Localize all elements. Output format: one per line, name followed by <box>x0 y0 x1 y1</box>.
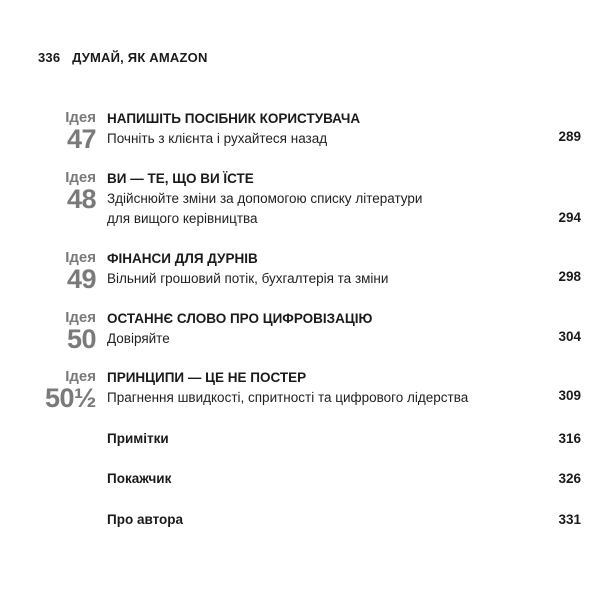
entry-page: 294 <box>558 210 581 225</box>
entry-title[interactable]: Покажчик <box>107 471 172 486</box>
idea-number: 50½ <box>44 383 96 413</box>
entry-page: 331 <box>558 512 581 527</box>
entry-page: 298 <box>558 269 581 284</box>
idea-label: Ідея <box>65 368 96 385</box>
idea-marker <box>36 310 96 352</box>
entry-subtitle: Прагнення швидкості, спритності та цифрового лідерства <box>107 390 469 405</box>
entry-title[interactable]: ОСТАННЄ СЛОВО ПРО ЦИФРОВІЗАЦІЮ <box>107 311 373 326</box>
entry-subtitle-line-2: для вищого керівництва <box>107 211 258 226</box>
idea-marker <box>36 110 96 152</box>
idea-label: Ідея <box>65 309 96 326</box>
entry-subtitle: Здійснюйте зміни за допомогою списку літератури <box>107 191 423 206</box>
entry-page: 316 <box>558 431 581 446</box>
entry-subtitle: Довіряйте <box>107 331 170 346</box>
entry-title[interactable]: ФІНАНСИ ДЛЯ ДУРНІВ <box>107 251 258 266</box>
idea-marker <box>36 369 96 411</box>
idea-label: Ідея <box>65 249 96 266</box>
entry-subtitle: Почніть з клієнта і рухайтеся назад <box>107 131 328 146</box>
entry-subtitle: Вільний грошовий потік, бухгалтерія та зміни <box>107 271 389 286</box>
entry-title[interactable]: Про автора <box>107 512 184 527</box>
entry-page: 309 <box>558 388 581 403</box>
header-book-title: ДУМАЙ, ЯК AMAZON <box>72 50 208 65</box>
entry-page: 326 <box>558 471 581 486</box>
idea-number: 47 <box>66 124 96 154</box>
entry-page: 289 <box>558 129 581 144</box>
entry-title[interactable]: ПРИНЦИПИ — ЦЕ НЕ ПОСТЕР <box>107 370 307 385</box>
entry-title[interactable]: НАПИШІТЬ ПОСІБНИК КОРИСТУВАЧА <box>107 111 361 126</box>
idea-number: 50 <box>66 324 96 354</box>
entry-page: 304 <box>558 329 581 344</box>
idea-number: 48 <box>66 184 96 214</box>
idea-marker <box>36 250 96 292</box>
entry-title[interactable]: Примітки <box>107 431 169 446</box>
idea-label: Ідея <box>65 169 96 186</box>
entry-title[interactable]: ВИ — ТЕ, ЩО ВИ ЇСТЕ <box>107 171 254 186</box>
running-header <box>38 50 208 65</box>
idea-number: 49 <box>66 264 96 294</box>
idea-marker <box>36 170 96 212</box>
header-page-number: 336 <box>38 50 61 65</box>
idea-label: Ідея <box>65 109 96 126</box>
